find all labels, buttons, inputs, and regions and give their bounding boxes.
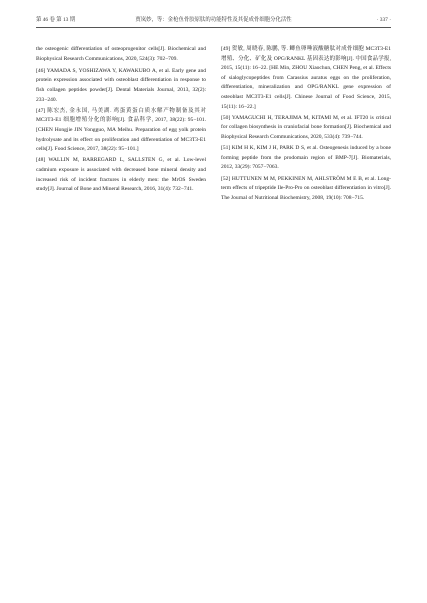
issue-info: 第 46 卷 第 13 期 [36,17,76,23]
running-header [36,15,391,26]
reference-entry: [49] 贺敏, 周晓春, 陈鹏, 等. 鲫鱼卵唾液酸糖肽对成骨细胞 MC3T3-E1 增殖、分化、矿化及 OPG/RANKL 基因表达的影响[J]. 中国食品学报, 2015, 15(11): 16−22. [HE Min, ZHOU Xiaochun, CHEN Peng, et al. Effects of sialoglycopeptides from Carassius auratus eggs on the proliferation, differentiation, mineralization and OPG/RANKL gene expression of osteoblast MC3T3-E1 cells[J]. Chinese Journal of Food Science, 2015, 15(11): 16−22.] [221,46,391,110]
reference-entry: [51] KIM H K, KIM J H, PARK D S, et al. Osteogenesis induced by a bone forming peptide from the prodomain region of BMP-7[J]. Biomaterials, 2012, 33(29): 7057−7063. [221,145,391,171]
page-number: · 337 · [376,17,391,23]
reference-column-left [36,45,206,196]
reference-entry: the osteogenic differentiation of osteoprogenitor cells[J]. Biochemical and Biophysical Research Communications, 2020, 524(3): 702−709. [36,46,206,62]
reference-entry: [50] YAMAGUCHI H, TERAJIMA M, KITAMI M, et al. IFT20 is critical for collagen biosynthesis in craniofacial bone formation[J]. Biochemical and Biophysical Research Communications, 2020, 533(4): 739−744. [221,114,391,140]
reference-column-right [221,45,391,205]
reference-entry: [48] WALLIN M, BARREGARD L, SALLSTEN G, et al. Low-level cadmium exposure is associated with decreased bone mineral density and increased risk of incident fractures in elderly men: the MrOS Sweden study[J]. Journal of Bone and Mineral Research, 2016, 31(4): 732−741. [36,157,206,193]
running-title: 贾岚妙，等：金枪鱼骨胶原肽的功能特性及其促成骨细胞分化活性 [135,17,292,23]
header-divider [36,27,391,28]
reference-entry: [52] HUTTUNEN M M, PEKKINEN M, AHLSTRÖM M E B, et al. Long-term effects of tripeptide Ile-Pro-Pro on osteoblast differentiation in vitro[J]. The Journal of Nutritional Biochemistry, 2008, 19(10): 708−715. [221,175,391,201]
reference-entry: [46] YAMADA S, YOSHIZAWA Y, KAWAKUBO A, et al. Early gene and protein expression associated with osteoblast differentiation in response to fish collagen peptides powder[J]. Dental Materials Journal, 2013, 32(2): 233−240. [36,67,206,103]
reference-entry: [47] 陈宏杰, 金永国, 马美湖. 鸡蛋黄蛋白质水解产物制备及其对 MC3T3-E1 细胞增殖分化的影响[J]. 食品科学, 2017, 38(22): 95−101. [CHEN Hongjie JIN Yongguo, MA Meihu. Preparation of egg yolk protein hydrolysate and its effect on proliferation and differentiation of MC3T3-E1 cells[J]. Food Science, 2017, 38(22): 95−101.] [36,107,206,153]
